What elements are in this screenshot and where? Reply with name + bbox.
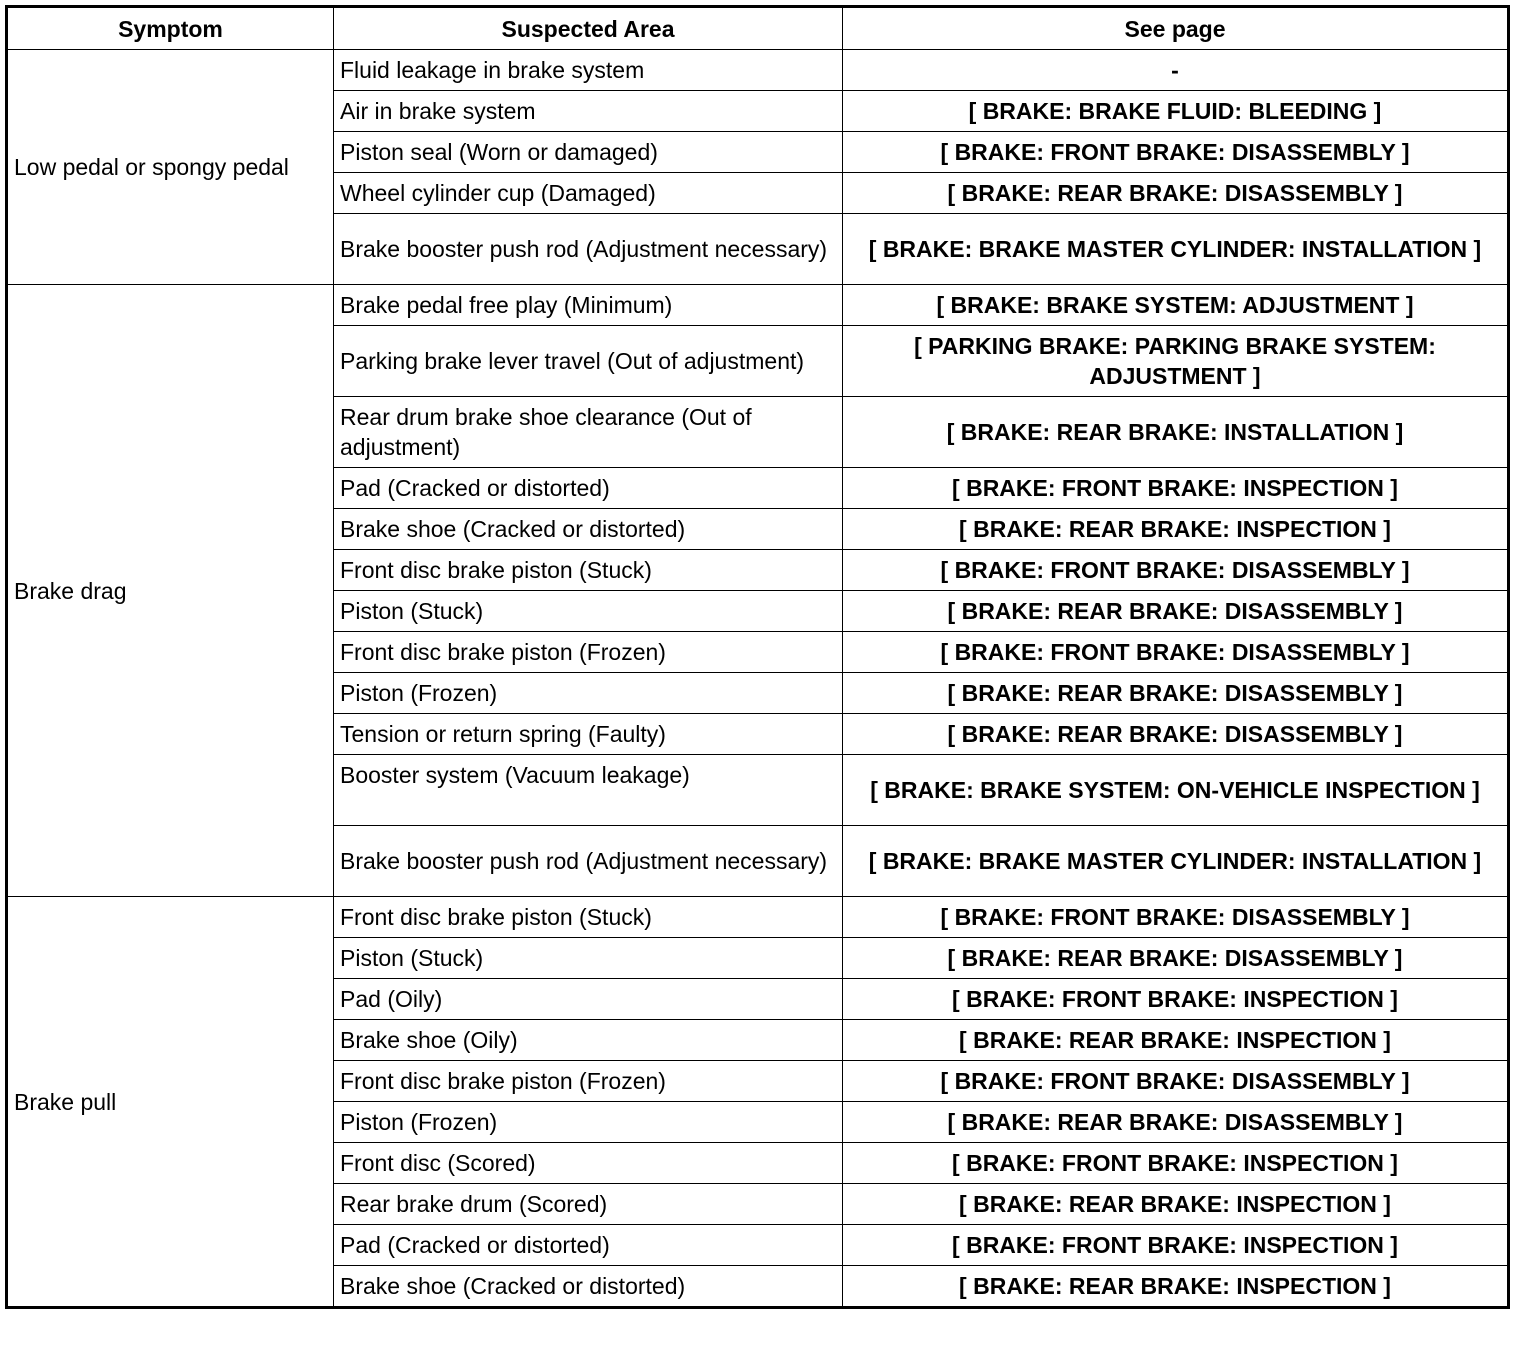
table-row — [7, 897, 1509, 938]
see-page-link[interactable]: [ BRAKE: REAR BRAKE: INSPECTION ] — [843, 1184, 1509, 1225]
suspected-area-cell: Rear brake drum (Scored) — [334, 1184, 843, 1225]
table-body — [7, 50, 1509, 1308]
suspected-area-cell: Piston (Stuck) — [334, 938, 843, 979]
symptom-cell: Brake pull — [7, 897, 334, 1308]
symptom-cell: Low pedal or spongy pedal — [7, 50, 334, 285]
see-page-link[interactable]: [ BRAKE: FRONT BRAKE: INSPECTION ] — [843, 1143, 1509, 1184]
header-symptom: Symptom — [7, 7, 334, 50]
suspected-area-cell: Front disc brake piston (Stuck) — [334, 550, 843, 591]
see-page-link[interactable]: [ BRAKE: BRAKE SYSTEM: ADJUSTMENT ] — [843, 285, 1509, 326]
suspected-area-cell: Front disc (Scored) — [334, 1143, 843, 1184]
see-page-link[interactable]: [ BRAKE: BRAKE SYSTEM: ON-VEHICLE INSPECTION ] — [843, 755, 1509, 826]
suspected-area-cell: Piston (Frozen) — [334, 673, 843, 714]
suspected-area-cell: Brake shoe (Cracked or distorted) — [334, 1266, 843, 1308]
suspected-area-cell: Parking brake lever travel (Out of adjustment) — [334, 326, 843, 397]
header-suspected-area: Suspected Area — [334, 7, 843, 50]
suspected-area-cell: Rear drum brake shoe clearance (Out of adjustment) — [334, 397, 843, 468]
see-page-link[interactable]: [ BRAKE: FRONT BRAKE: DISASSEMBLY ] — [843, 1061, 1509, 1102]
see-page-link[interactable]: [ BRAKE: REAR BRAKE: INSTALLATION ] — [843, 397, 1509, 468]
suspected-area-cell: Air in brake system — [334, 91, 843, 132]
table-row — [7, 285, 1509, 326]
see-page-link[interactable]: [ BRAKE: REAR BRAKE: INSPECTION ] — [843, 1020, 1509, 1061]
suspected-area-cell: Pad (Cracked or distorted) — [334, 1225, 843, 1266]
header-see-page: See page — [843, 7, 1509, 50]
see-page-link[interactable]: [ BRAKE: REAR BRAKE: DISASSEMBLY ] — [843, 173, 1509, 214]
header-row — [7, 7, 1509, 50]
suspected-area-cell: Piston (Stuck) — [334, 591, 843, 632]
see-page-link[interactable]: [ BRAKE: FRONT BRAKE: DISASSEMBLY ] — [843, 550, 1509, 591]
see-page-link[interactable]: [ BRAKE: REAR BRAKE: DISASSEMBLY ] — [843, 714, 1509, 755]
table-header — [7, 7, 1509, 50]
symptom-cell: Brake drag — [7, 285, 334, 897]
troubleshooting-page — [5, 5, 1510, 1309]
table-row — [7, 50, 1509, 91]
suspected-area-cell: Brake booster push rod (Adjustment necessary) — [334, 826, 843, 897]
troubleshooting-table — [5, 5, 1510, 1309]
see-page-link[interactable]: [ BRAKE: REAR BRAKE: DISASSEMBLY ] — [843, 673, 1509, 714]
suspected-area-cell: Brake shoe (Oily) — [334, 1020, 843, 1061]
suspected-area-cell: Pad (Cracked or distorted) — [334, 468, 843, 509]
suspected-area-cell: Piston seal (Worn or damaged) — [334, 132, 843, 173]
suspected-area-cell: Fluid leakage in brake system — [334, 50, 843, 91]
see-page-link[interactable]: [ BRAKE: BRAKE MASTER CYLINDER: INSTALLATION ] — [843, 214, 1509, 285]
see-page-cell: - — [843, 50, 1509, 91]
see-page-link[interactable]: [ BRAKE: REAR BRAKE: INSPECTION ] — [843, 1266, 1509, 1308]
see-page-link[interactable]: [ BRAKE: REAR BRAKE: DISASSEMBLY ] — [843, 591, 1509, 632]
see-page-link[interactable]: [ BRAKE: FRONT BRAKE: DISASSEMBLY ] — [843, 897, 1509, 938]
suspected-area-cell: Front disc brake piston (Stuck) — [334, 897, 843, 938]
see-page-link[interactable]: [ PARKING BRAKE: PARKING BRAKE SYSTEM: ADJUSTMENT ] — [843, 326, 1509, 397]
suspected-area-cell: Pad (Oily) — [334, 979, 843, 1020]
see-page-link[interactable]: [ BRAKE: REAR BRAKE: DISASSEMBLY ] — [843, 938, 1509, 979]
see-page-link[interactable]: [ BRAKE: FRONT BRAKE: INSPECTION ] — [843, 468, 1509, 509]
see-page-link[interactable]: [ BRAKE: BRAKE MASTER CYLINDER: INSTALLATION ] — [843, 826, 1509, 897]
see-page-link[interactable]: [ BRAKE: FRONT BRAKE: INSPECTION ] — [843, 1225, 1509, 1266]
suspected-area-cell: Brake pedal free play (Minimum) — [334, 285, 843, 326]
suspected-area-cell: Piston (Frozen) — [334, 1102, 843, 1143]
suspected-area-cell: Front disc brake piston (Frozen) — [334, 1061, 843, 1102]
suspected-area-cell: Brake shoe (Cracked or distorted) — [334, 509, 843, 550]
see-page-link[interactable]: [ BRAKE: REAR BRAKE: INSPECTION ] — [843, 509, 1509, 550]
suspected-area-cell: Front disc brake piston (Frozen) — [334, 632, 843, 673]
see-page-link[interactable]: [ BRAKE: FRONT BRAKE: DISASSEMBLY ] — [843, 632, 1509, 673]
see-page-link[interactable]: [ BRAKE: FRONT BRAKE: INSPECTION ] — [843, 979, 1509, 1020]
suspected-area-cell: Wheel cylinder cup (Damaged) — [334, 173, 843, 214]
see-page-link[interactable]: [ BRAKE: BRAKE FLUID: BLEEDING ] — [843, 91, 1509, 132]
suspected-area-cell: Tension or return spring (Faulty) — [334, 714, 843, 755]
see-page-link[interactable]: [ BRAKE: FRONT BRAKE: DISASSEMBLY ] — [843, 132, 1509, 173]
suspected-area-cell: Booster system (Vacuum leakage) — [334, 755, 843, 826]
see-page-link[interactable]: [ BRAKE: REAR BRAKE: DISASSEMBLY ] — [843, 1102, 1509, 1143]
suspected-area-cell: Brake booster push rod (Adjustment necessary) — [334, 214, 843, 285]
